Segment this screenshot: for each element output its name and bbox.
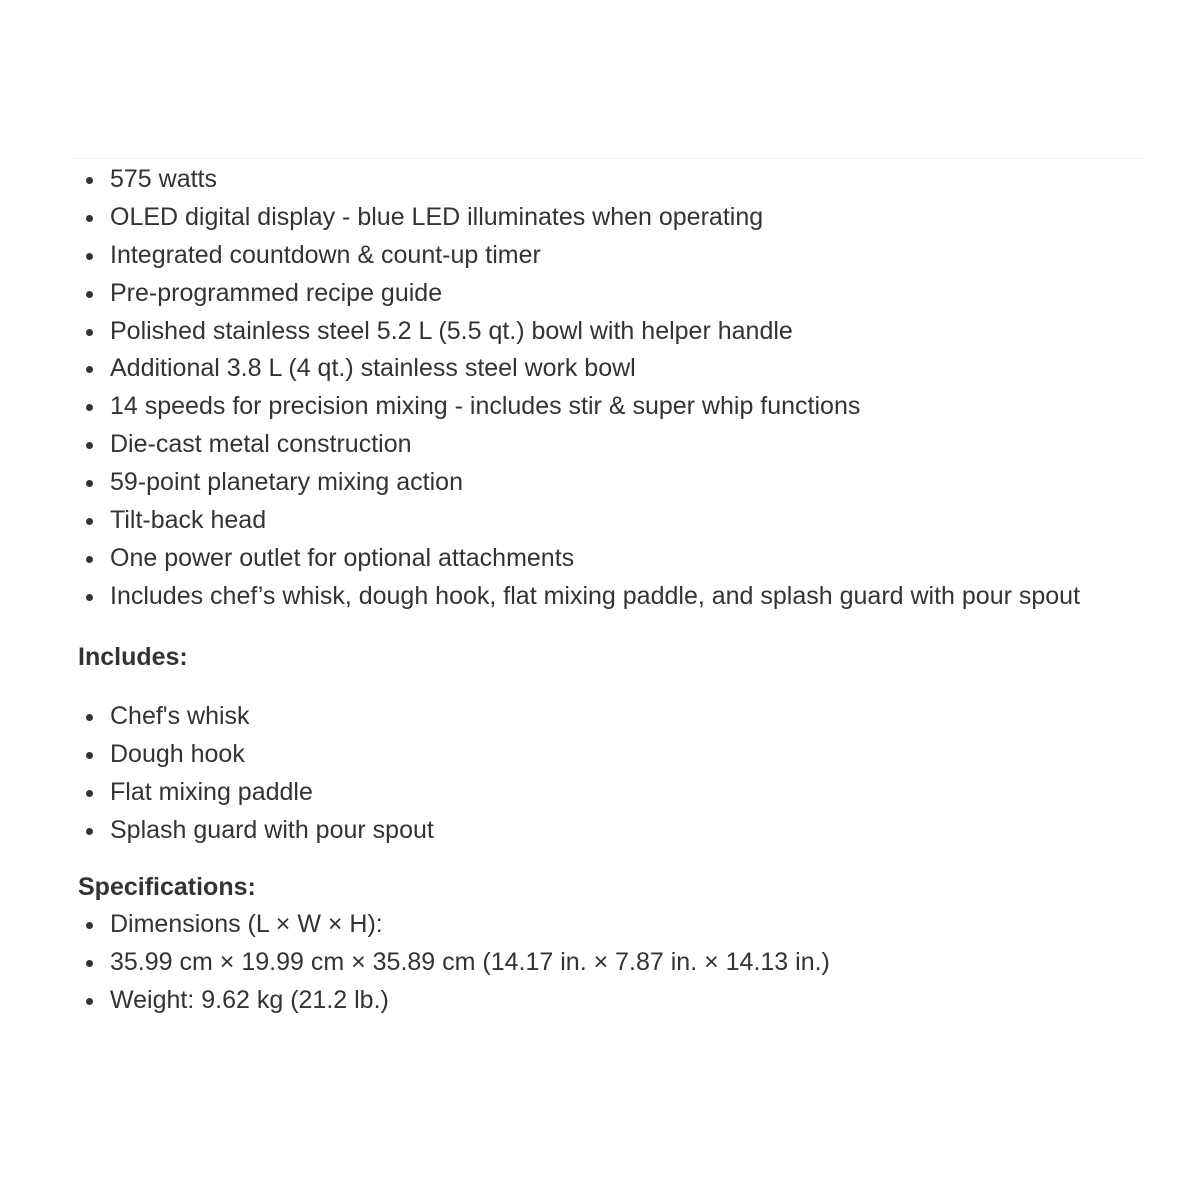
feature-item: Pre-programmed recipe guide [82,275,1080,313]
feature-item: Die-cast metal construction [82,426,1080,464]
features-list [82,161,1080,616]
feature-item: Additional 3.8 L (4 qt.) stainless steel work bowl [82,350,1080,388]
includes-item: Flat mixing paddle [82,774,434,812]
includes-heading: Includes: [78,643,188,671]
includes-item: Splash guard with pour spout [82,812,434,850]
specification-item: Weight: 9.62 kg (21.2 lb.) [82,982,830,1020]
specification-item: Dimensions (L × W × H): [82,906,830,944]
specifications-heading: Specifications: [78,873,256,901]
top-divider [72,158,1144,159]
includes-item: Chef's whisk [82,698,434,736]
feature-item: OLED digital display - blue LED illuminates when operating [82,199,1080,237]
includes-list [82,698,434,850]
feature-item: Polished stainless steel 5.2 L (5.5 qt.) bowl with helper handle [82,313,1080,351]
includes-item: Dough hook [82,736,434,774]
specification-item: 35.99 cm × 19.99 cm × 35.89 cm (14.17 in. × 7.87 in. × 14.13 in.) [82,944,830,982]
specifications-list [82,906,830,1020]
feature-item: Includes chef’s whisk, dough hook, flat mixing paddle, and splash guard with pour spout [82,578,1080,616]
feature-item: 59-point planetary mixing action [82,464,1080,502]
feature-item: 14 speeds for precision mixing - includes stir & super whip functions [82,388,1080,426]
feature-item: Tilt-back head [82,502,1080,540]
feature-item: One power outlet for optional attachments [82,540,1080,578]
feature-item: 575 watts [82,161,1080,199]
feature-item: Integrated countdown & count-up timer [82,237,1080,275]
